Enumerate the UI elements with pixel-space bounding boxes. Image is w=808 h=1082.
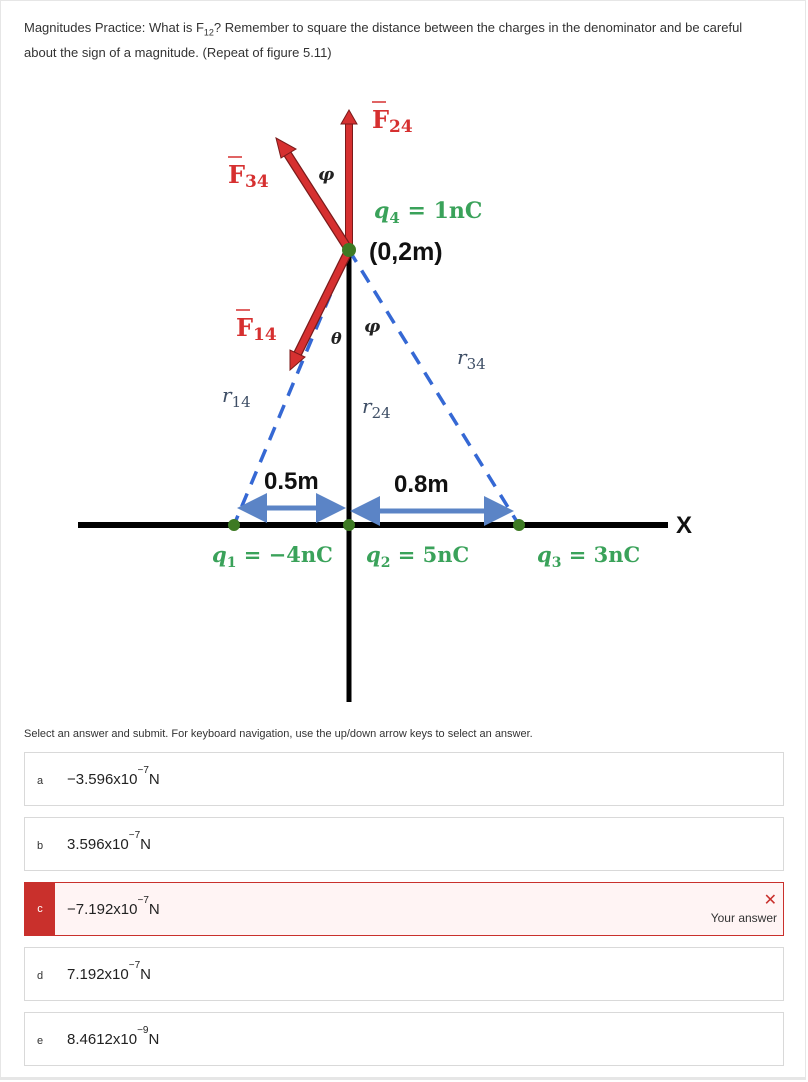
option-letter: b <box>36 840 44 852</box>
phi-top-label: φ <box>318 164 335 185</box>
r34-label: $r_{34}$ <box>457 345 486 373</box>
option-mantissa: 7.192x10 <box>67 965 129 983</box>
option-unit: N <box>148 770 160 788</box>
f34-label: F34 <box>228 160 269 192</box>
charge-q3-node <box>513 519 525 531</box>
option-mantissa: −3.596x10 <box>67 770 138 788</box>
question-text <box>24 18 764 62</box>
question-line1-prefix: Magnitudes Practice: What is F <box>24 20 204 35</box>
option-mantissa: 8.4612x10 <box>67 1030 138 1048</box>
option-a[interactable] <box>24 752 784 806</box>
option-e[interactable] <box>24 1012 784 1066</box>
option-exponent: −7 <box>128 829 141 841</box>
q3-label: $q_3 = 3nC$ <box>537 542 641 571</box>
incorrect-icon: ✕ <box>763 892 777 909</box>
option-value <box>67 1024 160 1048</box>
phi-mid-label: φ <box>364 316 381 337</box>
option-value <box>67 959 151 983</box>
option-exponent: −7 <box>137 894 149 906</box>
option-unit: N <box>148 1030 160 1048</box>
distance-label-05: 0.5m <box>264 468 319 495</box>
option-value <box>67 764 160 788</box>
question-line1-suffix: ? Remember to square the distance between the charges in the denominator and be careful <box>213 20 743 35</box>
option-letter: a <box>36 775 44 787</box>
question-line1-sub: 12 <box>203 27 214 38</box>
answer-feedback <box>711 893 777 925</box>
charge-q4-node <box>342 243 356 257</box>
f14-label: F14 <box>236 313 277 345</box>
distance-label-08: 0.8m <box>394 471 449 498</box>
option-d[interactable] <box>24 947 784 1001</box>
q4-label: $q_4 = 1nC$ <box>374 198 483 227</box>
charge-diagram <box>0 80 808 710</box>
r14-label: $r_{14}$ <box>222 383 251 411</box>
force-arrow-f24 <box>341 110 357 250</box>
option-value <box>67 829 151 853</box>
option-exponent: −9 <box>137 1024 149 1036</box>
answer-options <box>24 752 784 1077</box>
force-arrow-f14 <box>290 250 349 370</box>
option-c[interactable] <box>24 882 784 936</box>
q4-position-label: (0,2m) <box>369 238 443 266</box>
force-arrow-f34 <box>276 138 349 250</box>
x-axis-label: X <box>676 512 693 539</box>
option-letter: e <box>36 1035 44 1047</box>
theta-label: θ <box>331 329 342 348</box>
option-mantissa: 3.596x10 <box>67 835 129 853</box>
option-unit: N <box>140 835 151 853</box>
r24-label: $r_{24}$ <box>362 394 391 422</box>
charge-q2-node <box>343 519 355 531</box>
option-mantissa: −7.192x10 <box>67 900 138 918</box>
charge-q1-node <box>228 519 240 531</box>
option-letter: d <box>36 970 44 982</box>
f24-label: F24 <box>372 105 413 137</box>
option-value <box>67 894 160 918</box>
option-unit: N <box>140 965 151 983</box>
instruction-text: Select an answer and submit. For keyboard navigation, use the up/down arrow keys to select an answer. <box>24 728 533 740</box>
q1-label: $q_1 = -4nC$ <box>212 542 333 571</box>
option-unit: N <box>148 900 160 918</box>
option-b[interactable] <box>24 817 784 871</box>
option-letter: c <box>25 883 55 935</box>
q2-label: $q_2 = 5nC$ <box>366 542 470 571</box>
option-exponent: −7 <box>128 959 141 971</box>
your-answer-label: Your answer <box>710 911 777 925</box>
option-exponent: −7 <box>137 764 149 776</box>
question-line2: about the sign of a magnitude. (Repeat of figure 5.11) <box>24 44 332 60</box>
